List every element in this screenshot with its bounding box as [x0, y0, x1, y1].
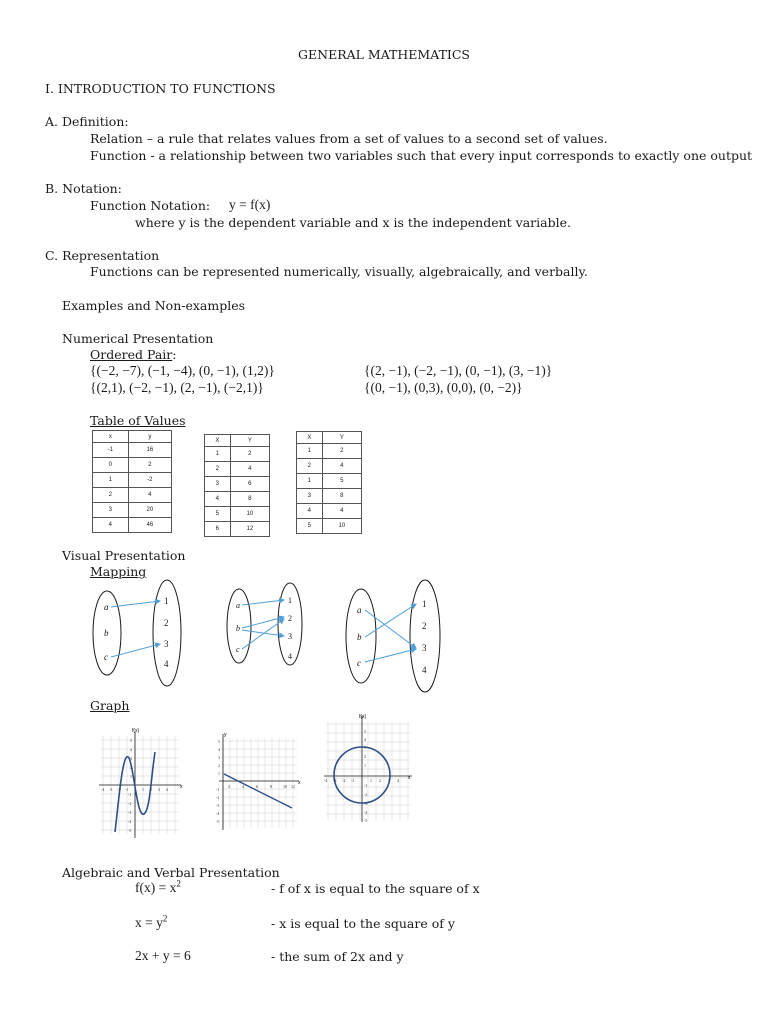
ordered-pair-set-3: {(2,1), (−2, −1), (2, −1), (−2,1)} — [90, 380, 264, 395]
table-cell: 10 — [322, 519, 361, 534]
graph-2-x-label: x — [298, 780, 301, 786]
mapping-3-range-2: 2 — [422, 621, 427, 631]
graph-3-ytick: 5 — [364, 729, 366, 734]
mapping-1-range-2: 2 — [164, 618, 169, 628]
graph-2-xtick: 2 — [228, 784, 230, 789]
mapping-1-range-3: 3 — [164, 639, 169, 649]
table-cell: 2 — [205, 462, 231, 477]
notation-heading: B. Notation: — [45, 181, 122, 196]
graph-cubic — [97, 728, 187, 840]
table-cell: 20 — [128, 503, 171, 518]
graph-1-xtick: 3 — [158, 787, 160, 792]
verbal-description-3: - the sum of 2x and y — [271, 949, 404, 964]
table-cell: 4 — [322, 504, 361, 519]
table-cell: 8 — [322, 489, 361, 504]
table-cell: 2 — [297, 459, 323, 474]
section-heading: I. INTRODUCTION TO FUNCTIONS — [45, 81, 276, 96]
mapping-1-arrow-c — [111, 644, 160, 657]
verbal-description-2: - x is equal to the square of y — [271, 916, 455, 931]
table-cell: 4 — [93, 518, 129, 533]
graph-3-ytick: 3 — [364, 745, 366, 750]
representation-text: Functions can be represented numerically, visually, algebraically, and verbally. — [90, 264, 588, 279]
graph-1-ytick: -2 — [128, 801, 132, 806]
mapping-1-range-4: 4 — [164, 659, 169, 669]
table-cell: 0 — [93, 458, 129, 473]
graph-3-fx-label: f(x) — [359, 714, 367, 720]
table-cell: 1 — [93, 473, 129, 488]
graph-1-xtick: -4 — [101, 787, 105, 792]
mapping-2-range-1: 1 — [288, 596, 292, 605]
mapping-1-domain-a: a — [104, 602, 109, 612]
table-3-header-y: Y — [322, 432, 361, 444]
numerical-heading: Numerical Presentation — [62, 331, 214, 346]
graph-1-xtick: -2 — [117, 787, 121, 792]
graph-2-ytick: -5 — [216, 819, 220, 824]
mapping-3-domain-b: b — [357, 632, 362, 642]
algebraic-expression-2 — [135, 915, 167, 930]
table-2-header-y: Y — [230, 435, 269, 447]
algebraic-expression-1-exponent: 2 — [176, 878, 181, 889]
table-cell: -2 — [128, 473, 171, 488]
table-1-header-x: x — [93, 431, 129, 443]
ordered-pair-label-text: Ordered Pair — [90, 347, 173, 362]
table-cell: 1 — [297, 474, 323, 489]
table-cell: 5 — [205, 507, 231, 522]
table-cell: 5 — [297, 519, 323, 534]
algebraic-expression-3: 2x + y = 6 — [135, 948, 191, 963]
graph-2-ytick: 4 — [218, 747, 220, 752]
graph-3-ytick: 4 — [364, 737, 366, 742]
graph-1-ytick: 4 — [130, 747, 132, 752]
notation-explanation: where y is the dependent variable and x is the independent variable. — [135, 215, 571, 230]
table-3-header-x: X — [297, 432, 323, 444]
verbal-description-1: - f of x is equal to the square of x — [271, 881, 480, 896]
table-of-values-label: Table of Values — [90, 413, 186, 428]
graph-2-grid — [221, 738, 297, 828]
algebraic-expression-1 — [135, 880, 181, 895]
algebraic-expression-1-base: f(x) = x — [135, 880, 177, 895]
table-cell: 8 — [230, 492, 269, 507]
graph-3-ytick: -4 — [364, 810, 368, 815]
ordered-pair-set-2: {(2, −1), (−2, −1), (0, −1), (3, −1)} — [364, 363, 553, 378]
table-cell: 4 — [297, 504, 323, 519]
mapping-2-range-3: 3 — [288, 632, 292, 641]
graph-1-xtick: -1 — [125, 787, 129, 792]
ordered-pair-set-4: {(0, −1), (0,3), (0,0), (0, −2)} — [364, 380, 523, 395]
table-1-header-y: y — [128, 431, 171, 443]
graph-3-ytick: 1 — [364, 763, 366, 768]
graph-1-xtick: -3 — [109, 787, 113, 792]
graph-2-ytick: 1 — [218, 771, 220, 776]
table-cell: 4 — [230, 462, 269, 477]
graph-2-ytick: -3 — [216, 803, 220, 808]
table-cell: 2 — [128, 458, 171, 473]
graph-1-ytick: 1 — [130, 774, 132, 779]
algebraic-heading: Algebraic and Verbal Presentation — [62, 865, 280, 880]
page-title: GENERAL MATHEMATICS — [298, 47, 470, 62]
mapping-3-arrow-c — [365, 649, 416, 662]
graph-1-x-label: x — [180, 784, 183, 790]
mapping-3-arrow-b — [365, 604, 416, 637]
mapping-1-range-1: 1 — [164, 596, 169, 606]
graph-3-xtick: 4 — [397, 778, 399, 783]
graph-1-ytick: 3 — [130, 756, 132, 761]
algebraic-expression-2-base: x = y — [135, 915, 163, 930]
graph-2-ytick: -1 — [216, 787, 220, 792]
mapping-3-range-4: 4 — [422, 665, 427, 675]
graph-2-ytick: 3 — [218, 755, 220, 760]
table-cell: 5 — [322, 474, 361, 489]
mapping-1-domain-c: c — [104, 652, 108, 662]
table-cell: 4 — [128, 488, 171, 503]
mapping-3-range-3: 3 — [422, 643, 427, 653]
graph-3-ytick: 2 — [364, 754, 366, 759]
graph-1-xtick: 2 — [150, 787, 152, 792]
table-cell: 10 — [230, 507, 269, 522]
algebraic-expression-2-exponent: 2 — [162, 913, 168, 924]
table-cell: 4 — [205, 492, 231, 507]
notation-formula: y = f(x) — [229, 197, 271, 212]
table-cell: 2 — [322, 444, 361, 459]
visual-heading: Visual Presentation — [62, 548, 186, 563]
mapping-2-range-4: 4 — [288, 652, 292, 661]
mapping-1-domain-b: b — [104, 628, 109, 638]
mapping-3-range-oval — [410, 580, 440, 692]
graph-1-xtick: 1 — [142, 787, 144, 792]
graph-3-xtick: 2 — [379, 778, 381, 783]
mapping-3-arrow-a — [365, 610, 416, 648]
graph-3-x-label: x — [408, 775, 411, 781]
graph-1-ytick: -3 — [128, 810, 132, 815]
graph-3-ytick: -2 — [364, 792, 368, 797]
table-cell: 1 — [297, 444, 323, 459]
graph-2-ytick: -2 — [216, 795, 220, 800]
mapping-3-range-1: 1 — [422, 599, 427, 609]
graph-2-xtick: 8 — [270, 784, 272, 789]
graph-3-xtick: -1 — [351, 778, 355, 783]
table-cell: 3 — [93, 503, 129, 518]
graph-3-ytick: -5 — [364, 818, 368, 823]
table-cell: 46 — [128, 518, 171, 533]
graph-2-xtick: 4 — [242, 784, 244, 789]
graph-1-ytick: -1 — [128, 792, 132, 797]
graph-1-ytick: -5 — [128, 828, 132, 833]
graph-2-xtick: 6 — [256, 784, 258, 789]
mapping-2-domain-b: b — [236, 624, 240, 633]
ordered-pair-label: Ordered Pair: — [90, 347, 177, 362]
graph-2-y-label: y — [224, 732, 227, 738]
graph-3-xtick: -3 — [333, 778, 337, 783]
graph-1-fx-label: f(x) — [132, 728, 140, 734]
graph-2-xtick: 12 — [291, 784, 295, 789]
ordered-pair-set-1: {(−2, −7), (−1, −4), (0, −1), (1,2)} — [90, 363, 275, 378]
graph-3-ytick: -1 — [364, 783, 368, 788]
function-definition: Function - a relationship between two variables such that every input corresponds to exactly one output — [90, 148, 753, 163]
mapping-2-arrow-c — [242, 619, 284, 649]
graph-2-ytick: 2 — [218, 763, 220, 768]
mapping-3-domain-a: a — [357, 605, 362, 615]
mapping-3-domain-c: c — [357, 658, 361, 668]
graph-3-xtick: -2 — [342, 778, 346, 783]
graph-circle — [322, 712, 414, 824]
graph-3-ytick: -3 — [364, 801, 368, 806]
table-cell: 12 — [230, 522, 269, 537]
graph-1-ytick: 5 — [130, 738, 132, 743]
mapping-2-domain-c: c — [236, 645, 240, 654]
table-cell: 6 — [205, 522, 231, 537]
graph-3-xtick: 1 — [370, 778, 372, 783]
representation-heading: C. Representation — [45, 248, 160, 263]
mapping-label: Mapping — [90, 564, 147, 579]
notation-label: Function Notation: — [90, 198, 211, 213]
mapping-2-domain-a: a — [236, 601, 240, 610]
table-cell: 1 — [205, 447, 231, 462]
graph-2-xtick: 10 — [283, 784, 287, 789]
graph-2-ytick: -4 — [216, 811, 220, 816]
graph-3-grid — [326, 722, 410, 820]
examples-heading: Examples and Non-examples — [62, 298, 246, 313]
definition-heading: A. Definition: — [45, 114, 129, 129]
graph-1-ytick: 2 — [130, 765, 132, 770]
graph-3-xtick: -4 — [324, 778, 328, 783]
mapping-1-arrow-a — [111, 601, 160, 607]
mapping-2-range-2: 2 — [288, 614, 292, 623]
graph-label: Graph — [90, 698, 130, 713]
table-cell: 3 — [205, 477, 231, 492]
graph-line — [215, 732, 305, 832]
table-cell: -1 — [93, 443, 129, 458]
table-cell: 4 — [322, 459, 361, 474]
graph-1-xtick: 4 — [166, 787, 168, 792]
graph-1-ytick: -4 — [128, 819, 132, 824]
table-cell: 2 — [230, 447, 269, 462]
relation-definition: Relation – a rule that relates values from a set of values to a second set of values. — [90, 131, 608, 146]
table-cell: 16 — [128, 443, 171, 458]
graph-2-ytick: 5 — [218, 739, 220, 744]
table-2-header-x: X — [205, 435, 231, 447]
table-cell: 2 — [93, 488, 129, 503]
table-cell: 3 — [297, 489, 323, 504]
graph-3-xtick: 3 — [388, 778, 390, 783]
table-cell: 6 — [230, 477, 269, 492]
